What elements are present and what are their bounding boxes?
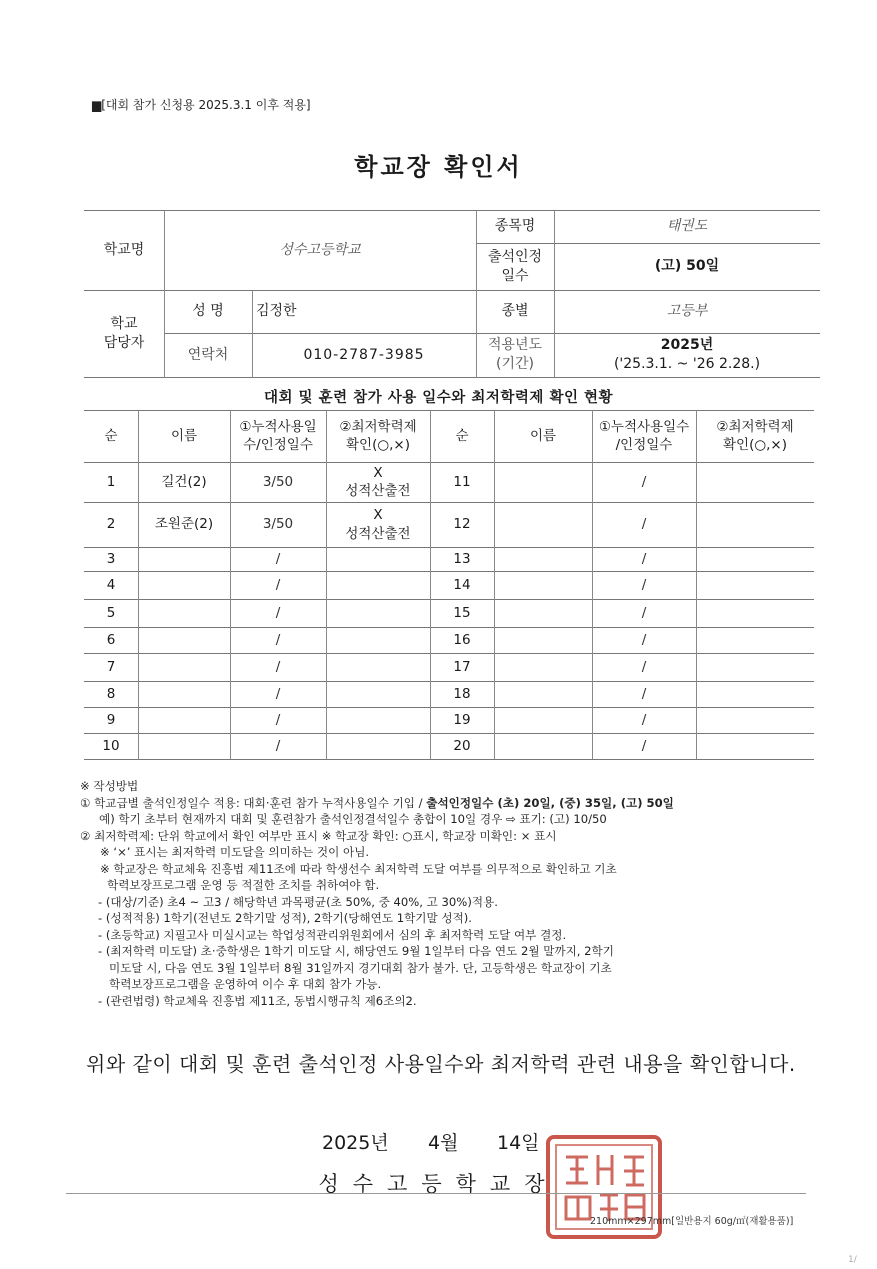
row-number: 10 [102, 737, 120, 754]
note-7: - (성적적용) 1학기(전년도 2학기말 성적), 2학기(당해연도 1학기말 성적). [98, 911, 472, 925]
min-achievement-cell [326, 707, 430, 733]
table-header-cell: ①누적사용일수 /인정일수 [598, 418, 690, 453]
row-number: 6 [106, 631, 116, 648]
year-period: ('25.3.1. ~ '26 2.28.) [613, 356, 761, 372]
days-used-cell: / [641, 631, 647, 648]
days-used-cell: / [275, 658, 281, 675]
note-1-bold: 출석인정일수 (초) 20일, (중) 35일, (고) 50일 [426, 795, 674, 810]
min-achievement-cell [696, 653, 814, 681]
min-achievement-cell [326, 599, 430, 627]
notes-heading: ※ 작성방법 [80, 779, 139, 793]
days-used-cell: / [641, 711, 647, 728]
attendance-days-value: (고) 50일 [654, 258, 720, 275]
days-used-cell: / [641, 604, 647, 621]
min-achievement-cell: X 성적산출전 [345, 507, 411, 542]
min-achievement-cell: X 성적산출전 [345, 464, 411, 499]
student-name-cell [138, 707, 230, 733]
days-used-cell: 3/50 [262, 473, 294, 490]
student-name-cell [494, 627, 592, 653]
min-achievement-cell [326, 547, 430, 571]
attendance-days-label: 출석인정 일수 [487, 248, 543, 284]
row-number: 9 [106, 711, 116, 728]
table-header-cell: 이름 [529, 427, 557, 444]
date-day: 14일 [497, 1132, 540, 1154]
year-cell [554, 333, 820, 377]
days-used-cell: / [641, 576, 647, 593]
student-name-cell [494, 547, 592, 571]
student-name-cell [494, 571, 592, 599]
table-header-cell: 순 [104, 427, 118, 444]
student-name-cell [494, 653, 592, 681]
min-achievement-cell [696, 681, 814, 707]
confirmation-statement: 위와 같이 대회 및 훈련 출석인정 사용일수와 최저학력 관련 내용을 확인합니다. [86, 1052, 796, 1076]
row-number: 3 [106, 550, 116, 567]
student-name-cell [494, 681, 592, 707]
row-number: 7 [106, 658, 116, 675]
row-number: 16 [453, 631, 471, 648]
days-used-cell: / [275, 604, 281, 621]
days-used-cell: / [641, 685, 647, 702]
note-10: 미도달 시, 다음 연도 3월 1일부터 8월 31일까지 경기대회 참가 불가. 단, 고등학생은 학교장이 기초 [109, 960, 612, 975]
note-9: - (최저학력 미도달) 초·중학생은 1학기 미도달 시, 해당연도 9월 1일부터 다음 연도 2월 말까지, 2학기 [98, 944, 614, 958]
row-number: 18 [453, 685, 471, 702]
min-achievement-cell [696, 599, 814, 627]
note-12: - (관련법령) 학교체육 진흥법 제11조, 동법시행규칙 제6조의2. [98, 993, 417, 1008]
days-used-cell: 3/50 [262, 516, 294, 533]
manager-name-value: 김정한 [256, 303, 297, 320]
school-name-value: 성수고등학교 [279, 241, 361, 258]
table-header-cell: 이름 [170, 427, 198, 444]
row-number: 8 [106, 685, 116, 702]
date-year: 2025년 [322, 1132, 389, 1154]
min-achievement-cell [696, 627, 814, 653]
note-2: ② 최저학력제: 단위 학교에서 확인 여부만 표시 ※ 학교장 확인: ○표시, 학교장 미확인: × 표시 [80, 828, 557, 843]
note-5: 학력보장프로그램 운영 등 적절한 조치를 취하여야 함. [107, 878, 380, 892]
student-name-cell [494, 599, 592, 627]
student-name-cell [138, 733, 230, 759]
note-6: - (대상/기준) 초4 ~ 고3 / 해당학년 과목평균(초 50%, 중 40%, 고 30%)적용. [98, 894, 498, 909]
student-name-cell: 조원준(2) [154, 516, 214, 533]
row-number: 11 [453, 473, 471, 490]
principal-signature-line: 성수고등학교장 [318, 1172, 559, 1196]
min-achievement-cell [696, 502, 814, 547]
table-row-divider [84, 759, 814, 760]
student-name-cell [494, 462, 592, 502]
min-achievement-cell [696, 547, 814, 571]
row-number: 2 [106, 516, 116, 533]
sport-label: 종목명 [494, 218, 536, 235]
days-used-cell: / [275, 711, 281, 728]
note-8: - (초등학교) 지필고사 미실시교는 학업성적관리위원회에서 심의 후 최저학력 도달 여부 결정. [98, 927, 567, 942]
note-1-example: 예) 학기 초부터 현재까지 대회 및 훈련참가 출석인정결석일수 총합이 10일 경우 ⇨ 표기: (고) 10/50 [99, 812, 607, 826]
table-header-cell: ②최저학력제 확인(○,×) [339, 418, 417, 453]
school-info-table [84, 210, 820, 378]
min-achievement-cell [326, 681, 430, 707]
student-name-cell [138, 571, 230, 599]
contact-value: 010-2787-3985 [303, 346, 425, 363]
note-1 [80, 795, 810, 812]
student-name-cell [494, 502, 592, 547]
year-value: 2025년 [660, 337, 714, 354]
row-number: 4 [106, 576, 116, 593]
min-achievement-cell [326, 627, 430, 653]
min-achievement-cell [696, 571, 814, 599]
footer-divider [66, 1193, 806, 1194]
row-number: 14 [453, 576, 471, 593]
division-value: 고등부 [666, 303, 708, 320]
table-header-cell: ②최저학력제 확인(○,×) [716, 418, 794, 453]
note-4: ※ 학교장은 학교체육 진흥법 제11조에 따라 학생선수 최저학력 도달 여부를 의무적으로 확인하고 기초 [100, 861, 617, 876]
note-3: ※ ‘×’ 표시는 최저학력 미도달을 의미하는 것이 아님. [100, 845, 370, 859]
student-name-cell [138, 681, 230, 707]
note-11: 학력보장프로그램을 운영하여 이수 후 대회 참가 가능. [109, 977, 382, 991]
participation-table [84, 410, 814, 780]
manager-label: 학교 담당자 [103, 316, 145, 351]
student-name-cell [138, 653, 230, 681]
document-title: 학교장 확인서 [354, 153, 523, 181]
days-used-cell: / [275, 576, 281, 593]
days-used-cell: / [275, 737, 281, 754]
row-number: 19 [453, 711, 471, 728]
sport-value: 태권도 [666, 218, 708, 235]
instructions [80, 778, 810, 1009]
note-1-text: ① 학교급별 출석인정일수 적용: 대회·훈련 참가 누적사용일수 기입 / [80, 795, 427, 810]
student-name-cell: 길건(2) [161, 473, 207, 490]
table-header-cell: 순 [455, 427, 469, 444]
row-number: 5 [106, 604, 116, 621]
days-used-cell: / [275, 631, 281, 648]
row-number: 20 [453, 737, 471, 754]
days-used-cell: / [275, 685, 281, 702]
paper-spec: 210mm×297mm[일반용지 60g/㎡(재활용품)] [590, 1216, 794, 1227]
min-achievement-cell [696, 733, 814, 759]
student-name-cell [494, 707, 592, 733]
table-title: 대회 및 훈련 참가 사용 일수와 최저학력제 확인 현황 [263, 390, 614, 406]
days-used-cell: / [641, 658, 647, 675]
min-achievement-cell [326, 733, 430, 759]
days-used-cell: / [641, 550, 647, 567]
days-used-cell: / [641, 737, 647, 754]
row-number: 13 [453, 550, 471, 567]
page-number: 1/ [848, 1255, 857, 1265]
year-label: 적용년도 (기간) [487, 337, 543, 372]
form-version-tag: ▆[대회 참가 신청용 2025.3.1 이후 적용] [92, 98, 311, 112]
student-name-cell [138, 547, 230, 571]
manager-name-label: 성 명 [192, 303, 224, 320]
date-month: 4월 [428, 1132, 459, 1154]
min-achievement-cell [326, 653, 430, 681]
student-name-cell [138, 599, 230, 627]
min-achievement-cell [326, 571, 430, 599]
division-label: 종별 [501, 303, 529, 320]
student-name-cell [494, 733, 592, 759]
row-number: 15 [453, 604, 471, 621]
min-achievement-cell [696, 707, 814, 733]
days-used-cell: / [275, 550, 281, 567]
school-name-label: 학교명 [103, 241, 145, 258]
contact-label: 연락처 [187, 346, 229, 363]
table-header-cell: ①누적사용일 수/인정일수 [239, 418, 317, 453]
days-used-cell: / [641, 516, 647, 533]
row-number: 12 [453, 516, 471, 533]
student-name-cell [138, 627, 230, 653]
row-number: 1 [106, 473, 116, 490]
min-achievement-cell [696, 462, 814, 502]
days-used-cell: / [641, 473, 647, 490]
row-number: 17 [453, 658, 471, 675]
